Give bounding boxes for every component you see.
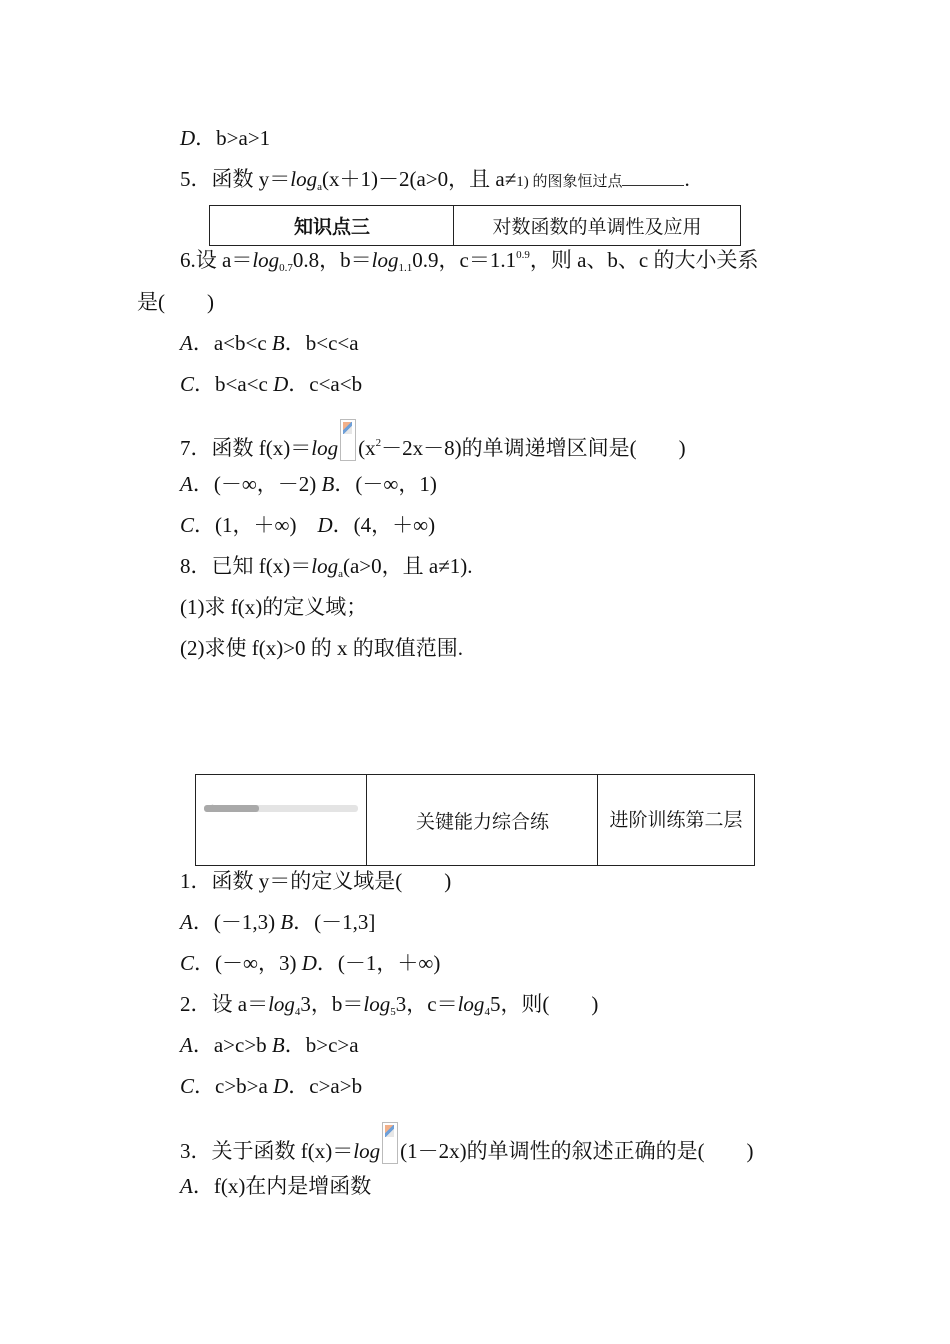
option-text: ．f(x)在内是增函数 bbox=[192, 1174, 372, 1198]
level2-question-3 bbox=[180, 1122, 754, 1165]
option-letter: B bbox=[271, 331, 285, 355]
option-letter: B bbox=[280, 910, 294, 934]
question-text: 3，b＝ bbox=[300, 992, 364, 1016]
section-level2-icon-cell bbox=[195, 774, 367, 866]
question-text: 3，c＝ bbox=[395, 992, 458, 1016]
question-text: ，则 a、b、c 的大小关系 bbox=[529, 248, 759, 272]
log-base: 5 bbox=[390, 1006, 396, 1018]
question-6 bbox=[180, 246, 759, 278]
section-level2-right-cell bbox=[597, 774, 755, 866]
option-text: ．b<a<c bbox=[194, 372, 274, 396]
question-end: . bbox=[684, 167, 690, 191]
question-text: 0.9，c＝1.1 bbox=[412, 248, 517, 272]
question-text: 0.8，b＝ bbox=[292, 248, 372, 272]
option-letter: A bbox=[180, 1174, 193, 1198]
log-base: 0.7 bbox=[279, 262, 293, 274]
section-3-label-cell bbox=[209, 205, 454, 246]
log-base: 4 bbox=[294, 1006, 301, 1018]
option-letter: A bbox=[180, 331, 193, 355]
section-3-label: 知识点三 bbox=[293, 216, 370, 238]
option-text: ．c>a>b bbox=[288, 1074, 363, 1098]
option-text: ．c<a<b bbox=[288, 372, 363, 396]
level2-question-1 bbox=[180, 867, 451, 895]
question-text: 1．函数 y＝的定义域是( ) bbox=[180, 869, 452, 893]
level2-question-3-option-a bbox=[180, 1172, 371, 1200]
section-level2-subtitle: 进阶训练第二层 bbox=[609, 809, 743, 831]
log-base: 4 bbox=[484, 1006, 490, 1018]
option-letter: A bbox=[180, 910, 193, 934]
question-text: (x＋1)－2(a>0，且 a≠ bbox=[321, 167, 517, 191]
option-text: ．(－1，＋∞) bbox=[316, 951, 441, 975]
log-symbol: log bbox=[311, 554, 339, 578]
option-text: ．b>c>a bbox=[284, 1033, 359, 1057]
broken-image-icon bbox=[340, 419, 356, 461]
question-7-options-cd bbox=[180, 511, 435, 539]
question-text: (2)求使 f(x)>0 的 x 的取值范围. bbox=[180, 636, 464, 660]
section-3-title-cell bbox=[453, 205, 741, 246]
question-text: 2．设 a＝ bbox=[180, 992, 269, 1016]
question-8-part-2 bbox=[180, 634, 463, 662]
option-text: ．a>c>b bbox=[192, 1033, 272, 1057]
option-text: ．(1，＋∞) bbox=[194, 513, 318, 537]
log-base: 1.1 bbox=[398, 262, 413, 274]
log-symbol: log bbox=[363, 992, 391, 1016]
log-base: a bbox=[317, 181, 322, 193]
broken-image-icon bbox=[382, 1122, 398, 1164]
log-symbol: log bbox=[371, 248, 399, 272]
question-text: 6.设 a＝ bbox=[180, 248, 253, 272]
option-letter: C bbox=[180, 513, 195, 537]
level2-question-2 bbox=[180, 990, 598, 1022]
option-letter: D bbox=[301, 951, 317, 975]
question-text: 5，则( ) bbox=[489, 992, 599, 1016]
question-5 bbox=[180, 165, 690, 197]
progress-bar-fill bbox=[204, 805, 259, 812]
option-text: ．(－∞，3) bbox=[194, 951, 302, 975]
option-letter: A bbox=[180, 472, 193, 496]
option-letter: B bbox=[271, 1033, 285, 1057]
question-8 bbox=[180, 552, 472, 584]
question-text: (1)求 f(x)的定义域； bbox=[180, 595, 368, 619]
option-letter: C bbox=[180, 372, 195, 396]
option-letter: C bbox=[180, 1074, 195, 1098]
option-letter: A bbox=[180, 1033, 193, 1057]
log-symbol: log bbox=[457, 992, 485, 1016]
log-symbol: log bbox=[353, 1139, 381, 1163]
question-text: (x bbox=[358, 436, 376, 460]
option-text: ．(4，＋∞) bbox=[332, 513, 436, 537]
option-text: ．b>a>1 bbox=[195, 126, 271, 150]
exponent: 0.9 bbox=[516, 249, 530, 261]
log-symbol: log bbox=[268, 992, 295, 1016]
option-text: ．(－1,3] bbox=[293, 910, 376, 934]
section-level2-title-cell bbox=[366, 774, 598, 866]
question-text-small: 1) 的图象恒过点 bbox=[516, 174, 623, 190]
q4-option-d bbox=[180, 124, 270, 152]
log-symbol: log bbox=[290, 167, 318, 191]
progress-bar bbox=[204, 805, 358, 812]
exponent: 2 bbox=[375, 437, 382, 449]
option-letter: D bbox=[317, 513, 333, 537]
question-8-part-1 bbox=[180, 593, 367, 621]
option-letter: C bbox=[180, 951, 195, 975]
option-text: ．b<c<a bbox=[284, 331, 359, 355]
option-letter: D bbox=[273, 1074, 289, 1098]
question-text: －2x－8)的单调递增区间是( ) bbox=[381, 436, 686, 460]
question-6-options-cd bbox=[180, 370, 362, 398]
question-text: 是( ) bbox=[137, 290, 214, 314]
option-letter: D bbox=[180, 126, 196, 150]
question-7 bbox=[180, 419, 686, 466]
option-letter: B bbox=[321, 472, 335, 496]
option-text: ．c>b>a bbox=[194, 1074, 274, 1098]
option-text: ．(－1,3) bbox=[192, 910, 281, 934]
log-symbol: log bbox=[252, 248, 280, 272]
level2-question-2-options-cd bbox=[180, 1072, 362, 1100]
question-text: 8．已知 f(x)＝ bbox=[180, 554, 312, 578]
option-text: ．a<b<c bbox=[192, 331, 272, 355]
log-base: a bbox=[338, 568, 343, 580]
question-6-options-ab bbox=[180, 329, 359, 357]
answer-blank bbox=[622, 167, 684, 186]
log-symbol: log bbox=[311, 436, 339, 460]
section-3-title: 对数函数的单调性及应用 bbox=[492, 216, 702, 238]
question-text: 函数 y＝ bbox=[211, 167, 291, 191]
option-text: ．(－∞，－2) bbox=[192, 472, 322, 496]
question-text: (a>0，且 a≠1). bbox=[342, 554, 473, 578]
question-6-continuation bbox=[137, 288, 214, 316]
question-text: 7．函数 f(x)＝ bbox=[180, 436, 312, 460]
level2-question-1-options-ab bbox=[180, 908, 375, 936]
question-7-options-ab bbox=[180, 470, 437, 498]
level2-question-2-options-ab bbox=[180, 1031, 359, 1059]
option-letter: D bbox=[273, 372, 289, 396]
question-text: (1－2x)的单调性的叙述正确的是( ) bbox=[400, 1139, 754, 1163]
question-text: 3．关于函数 f(x)＝ bbox=[180, 1139, 354, 1163]
question-number: 5． bbox=[180, 167, 212, 191]
level2-question-1-options-cd bbox=[180, 949, 440, 977]
option-text: ．(－∞，1) bbox=[334, 472, 437, 496]
section-level2-title: 关键能力综合练 bbox=[415, 810, 549, 833]
